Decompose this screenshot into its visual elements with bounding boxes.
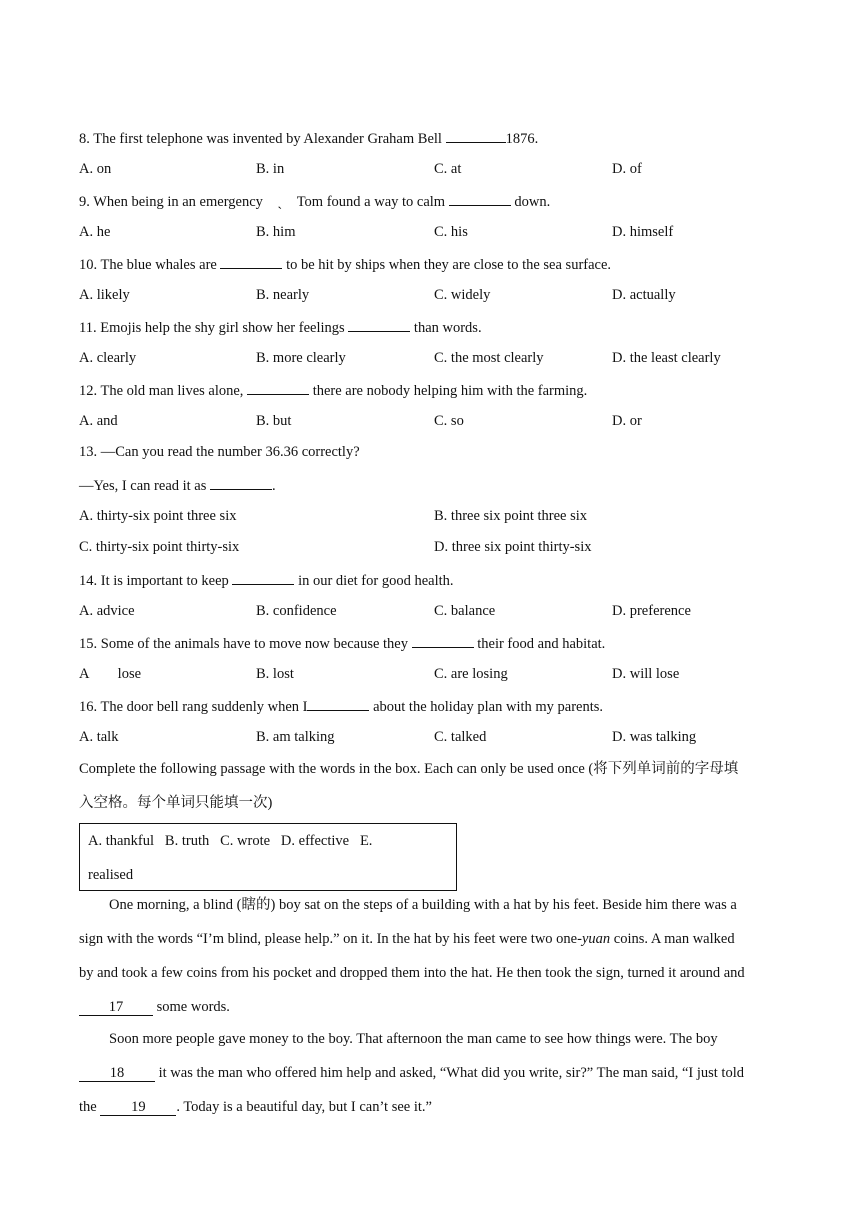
passage-italic-word: yuan [581,931,611,947]
answer-blank [412,633,474,648]
option-b: B. more clearly [256,350,346,366]
question-16 [79,696,603,716]
option-d: D. actually [612,287,676,303]
question-14-stem-end: in our diet for good health. [294,573,454,589]
passage-p2-line3 [79,1098,432,1116]
option-b: B. am talking [256,729,335,745]
option-c: C. are losing [434,666,508,682]
question-8-stem: 8. The first telephone was invented by Alexander Graham Bell [79,131,446,147]
option-b: B. but [256,413,292,429]
word-box-line-2: realised [88,867,134,883]
option-c: C. talked [434,729,487,745]
question-15-stem-end: their food and habitat. [473,636,606,652]
passage-p1-line4 [79,998,230,1016]
option-a: A lose [79,666,142,682]
section-instruction: Complete the following passage with the words in the box. Each can only be used once (将下列单词前的字母填 [79,761,739,777]
option-d: D. was talking [612,729,697,745]
option-b: B. in [256,161,285,177]
reply-text: —Yes, I can read it as [79,478,211,494]
passage-text: sign with the words “I’m blind, please help.” on it. In the hat by his feet were two one- [79,931,582,947]
question-10-stem: 10. The blue whales are [79,257,221,273]
option-b: B. three six point three six [434,508,588,524]
reply-end: . [272,478,276,494]
answer-blank [210,475,272,490]
passage-text: it was the man who offered him help and asked, “What did you write, sir?” The man said, “I just told [155,1065,744,1081]
answer-blank [307,696,369,711]
passage-p2-line1: Soon more people gave money to the boy. That afternoon the man came to see how things were. The boy [109,1031,718,1047]
question-14 [79,570,454,590]
option-d: D. three six point thirty-six [434,539,592,555]
option-c: C. his [434,224,468,240]
question-16-stem: 16. The door bell rang suddenly when I [79,699,308,715]
option-a: A. and [79,413,118,429]
option-c: C. the most clearly [434,350,544,366]
question-11-stem-end: than words. [410,320,482,336]
passage-p1-line2 [79,930,735,948]
option-d: D. or [612,413,642,429]
question-9-stem-end: down. [510,194,551,210]
option-a: A. on [79,161,112,177]
question-13-reply [79,475,276,495]
passage-text: the [79,1099,101,1115]
option-a: A. talk [79,729,119,745]
answer-blank [348,317,410,332]
answer-blank [446,128,506,143]
answer-blank [220,254,282,269]
question-9 [79,191,550,211]
option-c: C. balance [434,603,496,619]
option-a: A. likely [79,287,130,303]
blank-17: 17 [79,999,153,1016]
question-8-stem-end: 1876. [505,131,539,147]
option-d: D. of [612,161,642,177]
question-12-stem: 12. The old man lives alone, [79,383,248,399]
question-15-stem: 15. Some of the animals have to move now because they [79,636,412,652]
answer-blank [247,380,309,395]
question-16-stem-end: about the holiday plan with my parents. [369,699,604,715]
option-b: B. lost [256,666,294,682]
option-b: B. confidence [256,603,337,619]
option-d: D. preference [612,603,691,619]
option-c: C. at [434,161,462,177]
question-12 [79,380,587,400]
passage-text: . Today is a beautiful day, but I can’t see it.” [176,1099,432,1115]
answer-blank [232,570,294,585]
section-instruction-cont: 入空格。每个单词只能填一次) [79,795,273,811]
question-10 [79,254,611,274]
question-13-stem: 13. —Can you read the number 36.36 correctly? [79,444,360,460]
question-13 [79,443,360,461]
option-a: A. he [79,224,111,240]
option-c: C. thirty-six point thirty-six [79,539,240,555]
blank-18: 18 [79,1065,155,1082]
question-11 [79,317,482,337]
option-b: B. him [256,224,296,240]
passage-text: coins. A man walked [610,931,735,947]
passage-p1-line1: One morning, a blind (瞎的) boy sat on the steps of a building with a hat by his feet. Beside him there was a [109,897,737,913]
option-d: D. will lose [612,666,680,682]
word-box [79,823,457,891]
question-15 [79,633,605,653]
blank-19: 19 [100,1099,176,1116]
passage-p1-line3: by and took a few coins from his pocket and dropped them into the hat. He then took the sign, turned it around and [79,965,745,981]
option-a: A. clearly [79,350,137,366]
question-9-stem: 9. When being in an emergency ˎ Tom found a way to calm [79,194,449,210]
option-d: D. the least clearly [612,350,721,366]
option-d: D. himself [612,224,674,240]
passage-p2-line2 [79,1064,744,1082]
option-a: A. thirty-six point three six [79,508,237,524]
question-8 [79,128,538,148]
word-box-line-1: A. thankful B. truth C. wrote D. effective E. [88,833,373,849]
option-c: C. so [434,413,464,429]
passage-text: some words. [153,999,230,1015]
option-a: A. advice [79,603,135,619]
question-10-stem-end: to be hit by ships when they are close to the sea surface. [282,257,612,273]
option-c: C. widely [434,287,491,303]
question-14-stem: 14. It is important to keep [79,573,233,589]
question-12-stem-end: there are nobody helping him with the farming. [309,383,588,399]
answer-blank [449,191,511,206]
question-11-stem: 11. Emojis help the shy girl show her feelings [79,320,349,336]
option-b: B. nearly [256,287,310,303]
